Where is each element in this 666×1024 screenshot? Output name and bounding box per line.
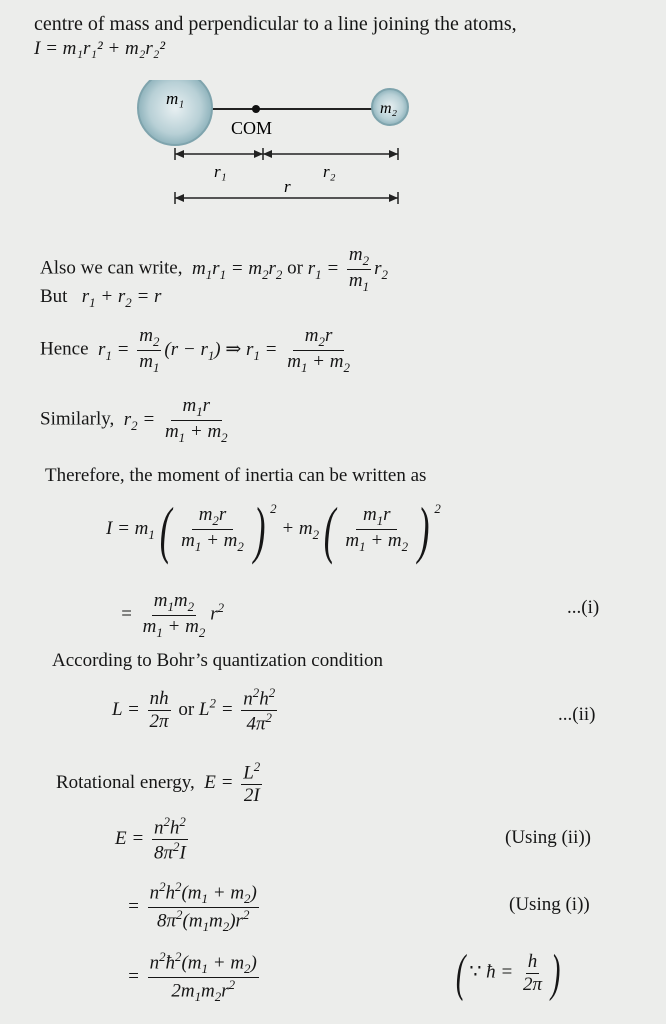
rotational-line: Rotational energy, E = $\frac{L^2}{2I}$ (56, 759, 261, 807)
eq-i-tag: ...(i) (567, 597, 600, 618)
energy-eq-3: = $\frac{n^2ħ^2(m_1 + m_2)}{2m_1m_2r^2}$ (127, 949, 257, 1005)
eq-ii-tag: ...(ii) (558, 704, 596, 725)
mass2-label: m₂ (380, 100, 398, 117)
com-dot (252, 105, 260, 113)
also-line: Also we can write, $m_1r_1 = m_2r_2$ or $r_1$ = $\frac{m_2}{m_1}$ $r_2$ (40, 244, 388, 294)
hence-line: Hence $r_1$ = $\frac{m_2}{m_1}$ $(r - r_1)$ ⇒ $r_1$ = $\frac{m_2r}{m_1 + m_2}$ (40, 325, 350, 375)
r-label: r (284, 177, 291, 196)
mass1-label: m₁ (166, 89, 185, 108)
energy-eq-1: E = $\frac{n^2h^2}{8\pi^2I}$ (115, 814, 186, 864)
but-line: But $r_1 + r_2 = r$ (40, 286, 162, 310)
inertia-result: = $\frac{m_1m_2}{m_1 + m_2}$ $r^2$ (120, 590, 225, 640)
intro-line: centre of mass and perpendicular to a line joining the atoms, (34, 13, 517, 35)
com-label: COM (231, 118, 273, 138)
using-i-tag: (Using (i)) (509, 894, 590, 915)
intro-formula: I = m₁r₁² + m₂r₂² (34, 38, 166, 59)
energy-eq-2: = $\frac{n^2h^2(m_1 + m_2)}{8\pi^2(m_1m_2)r^2}$ (127, 879, 257, 935)
similarly-line: Similarly, $r_2$ = $\frac{m_1r}{m_1 + m_2}$ (40, 395, 228, 445)
using-ii-tag: (Using (ii)) (505, 827, 592, 848)
bohr-line: According to Bohr’s quantization condition (52, 650, 384, 671)
hbar-definition: ( ∵ ħ = $\frac{h}{2\pi}$ ) (455, 944, 561, 1002)
therefore-line: Therefore, the moment of inertia can be written as (45, 465, 427, 486)
bohr-equation: L = $\frac{nh}{2\pi}$ or $L^2$ = $\frac{n^2h^2}{4\pi^2}$ (112, 685, 276, 735)
r1-label: r₁ (214, 162, 227, 181)
r2-label: r₂ (323, 162, 336, 181)
inertia-equation: $I = m_1$( $\frac{m_2r}{m_1 + m_2}$ ) $^2 + m_2$( $\frac{m_1r}{m_1 + m_2}$ ) $^2$ (106, 494, 441, 565)
